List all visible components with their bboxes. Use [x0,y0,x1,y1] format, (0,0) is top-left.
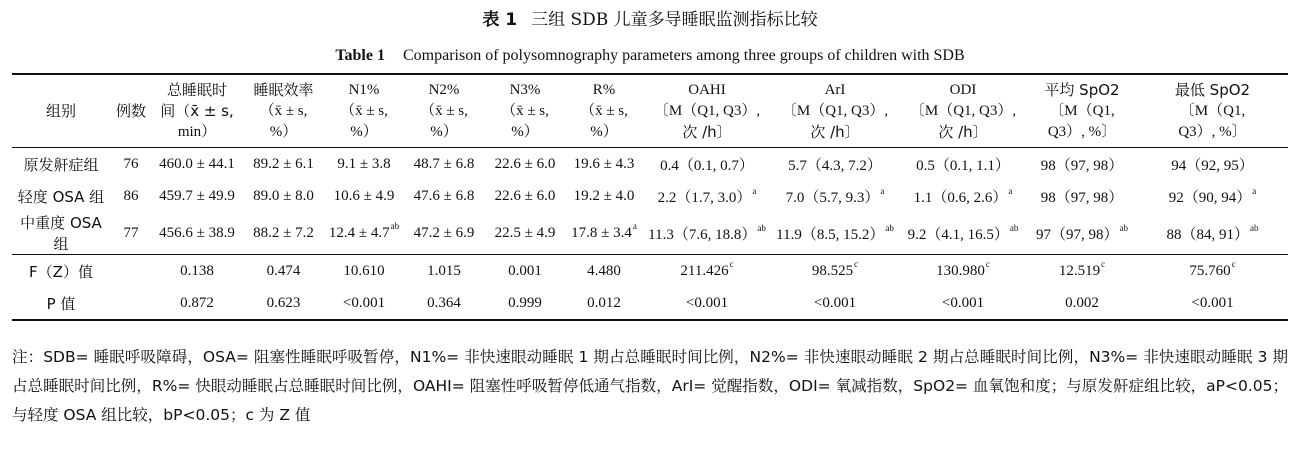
cell-value: 9.1 ± 3.8 [337,155,391,172]
cell-value: 22.6 ± 6.0 [494,187,556,204]
column-header-line: 〔M（Q1, [1179,103,1246,119]
column-header [242,74,325,148]
table-cell [899,148,1027,181]
table-cell [242,148,325,181]
table-cell [110,148,152,181]
table-footnote: 注：SDB= 睡眠呼吸障碍，OSA= 阻塞性睡眠呼吸暂停，N1%= 非快速眼动睡眠 1 期占总睡眠时间比例，N2%= 非快速眼动睡眠 2 期占总睡眠时间比例，N3%= 非快速眼动睡眠 3 期占总睡眠时间比例，R%= 快眼动睡眠占总睡眠时间比例，OAHI= 阻塞性呼吸暂停低通气指数，ArI= 觉醒指数，ODI= 氧减指数，SpO2= 血氧饱和度；与原发鼾症组比较，aP<0.05；与轻度 OSA 组比较，bP<0.05；c 为 Z 值 [12,348,1288,424]
significance-marker: ab [1250,222,1259,233]
column-header-line: ArI [824,82,846,98]
cell-value: 22.5 ± 4.9 [494,224,556,241]
significance-marker: c [1231,258,1236,269]
column-header-line: （x̄ ± s, [259,103,308,119]
column-header-line: （x̄ ± s, [340,103,388,119]
cell-value: P 值 [46,294,76,313]
cell-value: 92（90, 94） [1168,189,1252,206]
table-cell [771,148,899,181]
column-header-line: （x̄ ± s, [501,103,549,119]
cell-value: 460.0 ± 44.1 [159,155,235,172]
significance-marker: a [632,220,637,231]
cell-value: 5.7（4.3, 7.2） [788,157,882,174]
table-row [12,148,1288,181]
table-row [12,255,1288,288]
significance-marker: ab [390,220,400,231]
cell-value: 48.7 ± 6.8 [413,155,475,172]
column-header-line: N2% [428,82,460,98]
column-header-line: %） [590,124,618,140]
column-header-line: N1% [348,82,380,98]
table-cell [1027,287,1137,320]
significance-marker: a [880,185,885,196]
cell-value: 0.002 [1065,294,1099,311]
table-cell [152,287,242,320]
table-cell [643,287,771,320]
table-cell [152,148,242,181]
table-cell [152,180,242,212]
cell-value: <0.001 [813,294,857,311]
table-cell [565,212,643,255]
table-body [12,148,1288,321]
column-header [12,74,110,148]
column-header-line: Q3）, %〕 [1047,124,1117,140]
data-table [12,73,1288,321]
cell-value: 89.0 ± 8.0 [253,187,314,204]
column-header [152,74,242,148]
cell-value: 459.7 ± 49.9 [159,187,235,204]
cell-value: 17.8 ± 3.4 [571,224,632,241]
column-header-line: Q3）, %〕 [1178,124,1247,140]
cell-value: 47.6 ± 6.8 [413,187,475,204]
row-label [12,180,110,212]
table-cell [110,287,152,320]
cell-value: 原发鼾症组 [23,155,99,174]
column-header [1137,74,1288,148]
column-header [643,74,771,148]
table-cell [565,180,643,212]
table-title-cn: 三组 SDB 儿童多导睡眠监测指标比较 [531,10,818,30]
cell-value: 97（97, 98） [1035,226,1119,243]
cell-value: 98（97, 98） [1040,157,1124,174]
significance-marker: a [752,185,757,196]
cell-value: 1.1（0.6, 2.6） [913,189,1008,206]
cell-value: 9.2（4.1, 16.5） [907,226,1009,243]
cell-value: 4.480 [587,262,621,279]
table-cell [1137,287,1288,320]
row-label [12,212,110,255]
table-title-en: Comparison of polysomnography parameters among three groups of children with SDB [402,47,965,64]
cell-value: 12.519 [1058,262,1101,279]
table-cell [643,180,771,212]
table-cell [403,212,485,255]
column-header-line: 次 /h〕 [810,123,860,141]
column-header [485,74,565,148]
cell-value: 94（92, 95） [1171,157,1254,174]
cell-value: 98（97, 98） [1040,189,1124,206]
cell-value: 0.999 [508,294,542,311]
column-header-line: %） [430,124,458,140]
cell-value: <0.001 [342,294,386,311]
cell-value: 10.6 ± 4.9 [333,187,395,204]
column-header-line: 平均 SpO2 [1044,81,1120,99]
cell-value: 轻度 OSA 组 [17,187,105,206]
cell-value: F（Z）值 [29,262,93,281]
significance-marker: ab [757,222,766,233]
table-cell [899,255,1027,288]
column-header-line: （x̄ ± s, [420,103,468,119]
cell-value: 2.2（1.7, 3.0） [657,189,752,206]
cell-value: 89.2 ± 6.1 [253,155,314,172]
significance-marker: c [729,258,734,269]
cell-value: 0.623 [266,294,301,311]
cell-value: 0.872 [180,294,214,311]
cell-value: 76 [123,155,139,172]
column-header [1027,74,1137,148]
significance-marker: ab [885,222,894,233]
table-cell [565,287,643,320]
cell-value: 0.4（0.1, 0.7） [660,157,754,174]
table-cell [110,255,152,288]
significance-marker: c [985,258,990,269]
table-cell [242,287,325,320]
table-cell [325,180,403,212]
table-row [12,180,1288,212]
column-header-line: %） [350,124,378,140]
table-cell [242,255,325,288]
cell-value: 456.6 ± 38.9 [159,224,235,241]
cell-value: 0.364 [427,294,461,311]
table-cell [771,255,899,288]
cell-value: 12.4 ± 4.7 [328,224,390,241]
column-header-line: 组别 [45,102,76,120]
cell-value: 86 [123,187,139,204]
table-cell [485,148,565,181]
cell-value: 0.138 [180,262,214,279]
table-cell [152,255,242,288]
significance-marker: a [1008,185,1013,196]
column-header [325,74,403,148]
table-cell [1027,180,1137,212]
cell-value: <0.001 [941,294,985,311]
column-header [110,74,152,148]
cell-value: 0.012 [587,294,621,311]
cell-value: 中重度 OSA 组 [20,214,102,253]
column-header-line: 〔M（Q1, [1049,103,1115,119]
column-header-line: R% [592,82,616,98]
table-cell [565,255,643,288]
table-cell [403,287,485,320]
table-cell [1137,180,1288,212]
column-header-line: OAHI [688,82,726,98]
table-header-row [12,74,1288,148]
table-cell [110,212,152,255]
significance-marker: c [1101,258,1106,269]
cell-value: <0.001 [1191,294,1234,311]
cell-value: 130.980 [936,262,985,279]
column-header [771,74,899,148]
table-cell [643,148,771,181]
table-cell [485,180,565,212]
row-label [12,287,110,320]
table-cell [152,212,242,255]
cell-value: 77 [123,224,139,241]
table-cell [242,180,325,212]
column-header-line: 〔M（Q1, Q3）, [781,103,889,119]
cell-value: 47.2 ± 6.9 [413,224,475,241]
table-caption-chinese [0,8,1300,32]
column-header-line: 次 /h〕 [682,123,732,141]
column-header [899,74,1027,148]
column-header-line: 间（x̄ ± s, [160,102,234,120]
table-cell [899,212,1027,255]
row-label [12,148,110,181]
table-cell [325,148,403,181]
significance-marker: c [854,258,859,269]
column-header [403,74,485,148]
column-header-line: %） [269,124,298,140]
table-cell [325,212,403,255]
column-header [565,74,643,148]
table-cell [1027,255,1137,288]
row-label [12,255,110,288]
table-cell [643,255,771,288]
column-header-line: 例数 [115,102,146,120]
table-cell [771,180,899,212]
table-row [12,212,1288,255]
table-cell [771,287,899,320]
table-number-en: Table 1 [335,47,385,64]
cell-value: 1.015 [427,262,461,279]
significance-marker: a [1252,185,1257,196]
column-header-line: %） [511,124,539,140]
table-cell [485,287,565,320]
cell-value: 11.9（8.5, 15.2） [776,226,885,243]
table-cell [403,180,485,212]
table-cell [771,212,899,255]
table-cell [325,287,403,320]
column-header-line: 睡眠效率 [253,81,314,99]
cell-value: 98.525 [811,262,854,279]
cell-value: <0.001 [685,294,729,311]
column-header-line: 〔M（Q1, Q3）, [909,103,1017,119]
table-cell [1137,212,1288,255]
column-header-line: （x̄ ± s, [580,103,628,119]
table-cell [1137,148,1288,181]
table-cell [110,180,152,212]
table-cell [1027,212,1137,255]
cell-value: 11.3（7.6, 18.8） [648,226,757,243]
significance-marker: ab [1009,222,1019,233]
cell-value: 19.2 ± 4.0 [573,187,635,204]
column-header-line: 最低 SpO2 [1174,81,1251,99]
cell-value: 0.474 [266,262,301,279]
table-cell [403,255,485,288]
table-cell [1027,148,1137,181]
cell-value: 22.6 ± 6.0 [494,155,556,172]
table-cell [485,255,565,288]
table-cell [1137,255,1288,288]
table-cell [643,212,771,255]
cell-value: 0.001 [508,262,542,279]
cell-value: 211.426 [680,262,729,279]
table-cell [403,148,485,181]
table-cell [325,255,403,288]
cell-value: 0.5（0.1, 1.1） [916,157,1010,174]
cell-value: 88（84, 91） [1166,226,1249,243]
table-row [12,287,1288,320]
column-header-line: N3% [509,82,541,98]
table-cell [565,148,643,181]
cell-value: 10.610 [343,262,385,279]
cell-value: 19.6 ± 4.3 [573,155,635,172]
cell-value: 75.760 [1189,262,1231,279]
table-cell [899,287,1027,320]
column-header-line: 次 /h〕 [938,123,988,141]
table-cell [242,212,325,255]
significance-marker: ab [1119,222,1128,233]
column-header-line: 总睡眠时 [166,81,227,99]
table-cell [485,212,565,255]
column-header-line: min） [177,124,217,140]
table-cell [899,180,1027,212]
cell-value: 7.0（5.7, 9.3） [785,189,880,206]
column-header-line: 〔M（Q1, Q3）, [653,103,761,119]
cell-value: 88.2 ± 7.2 [253,224,314,241]
table-number-cn: 表 1 [482,10,518,30]
table-caption-english [0,45,1300,67]
column-header-line: ODI [949,82,977,98]
